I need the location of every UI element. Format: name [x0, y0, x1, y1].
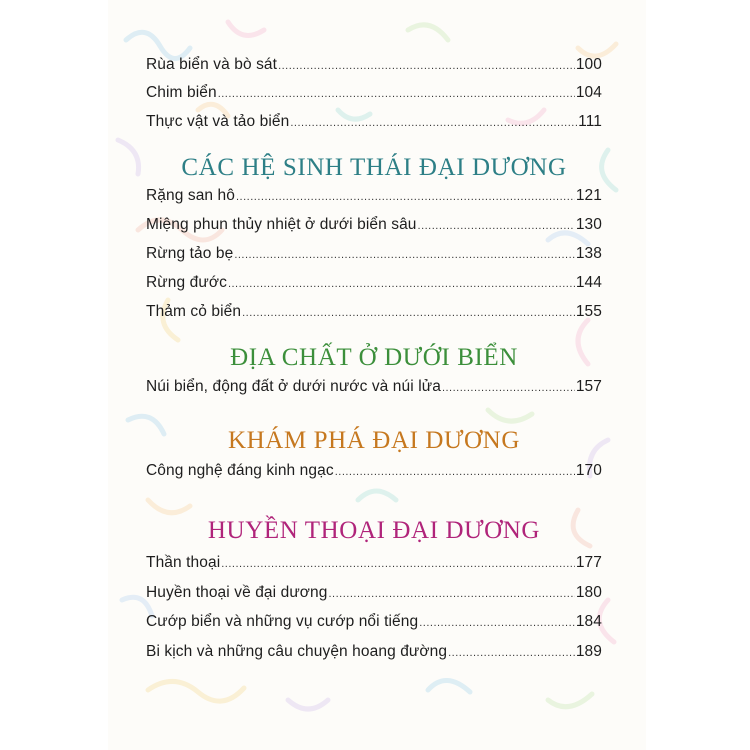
- dot-leader: [242, 307, 575, 319]
- toc-entry-title: Thực vật và tảo biển: [146, 113, 290, 130]
- dot-leader: [418, 220, 575, 232]
- toc-entry-title: Chim biển: [146, 84, 217, 101]
- toc-entry-technology[interactable]: [146, 462, 602, 484]
- dot-leader: [419, 617, 575, 629]
- toc-entry-page: 100: [575, 56, 602, 73]
- toc-entry-title: Cướp biển và những vụ cướp nổi tiếng: [146, 613, 419, 630]
- toc-entry-page: 155: [575, 303, 602, 320]
- dot-leader: [221, 558, 575, 570]
- toc-entry-title: Công nghệ đáng kinh ngạc: [146, 462, 334, 479]
- dot-leader: [335, 466, 575, 478]
- toc-entry-page: 177: [575, 554, 602, 571]
- toc-entry-ocean-legends[interactable]: [146, 584, 602, 606]
- toc-entry-page: 121: [575, 187, 602, 204]
- toc-entry-pirates[interactable]: [146, 613, 602, 635]
- toc-entry-seabirds[interactable]: [146, 84, 602, 106]
- dot-leader: [442, 382, 575, 394]
- toc-entry-page: 138: [575, 245, 602, 262]
- toc-entry-page: 144: [575, 274, 602, 291]
- toc-entry-title: Núi biển, động đất ở dưới nước và núi lửa: [146, 378, 441, 395]
- dot-leader: [290, 117, 577, 129]
- dot-leader: [448, 647, 575, 659]
- toc-entry-title: Rừng đước: [146, 274, 227, 291]
- toc-entry-page: 170: [575, 462, 602, 479]
- section-heading-geology: ĐỊA CHẤT Ở DƯỚI BIỂN: [230, 344, 518, 371]
- toc-entry-page: 184: [575, 613, 602, 630]
- toc-entry-page: 130: [575, 216, 602, 233]
- toc-entry-coral-reefs[interactable]: [146, 187, 602, 209]
- toc-entry-tragedies[interactable]: [146, 643, 602, 665]
- dot-leader: [329, 588, 575, 600]
- toc-entry-page: 111: [578, 113, 602, 130]
- toc-entry-title: Rùa biển và bò sát: [146, 56, 278, 73]
- dot-leader: [228, 278, 575, 290]
- toc-entry-myths[interactable]: [146, 554, 602, 576]
- toc-entry-title: Thảm cỏ biển: [146, 303, 242, 320]
- toc-entry-sea-turtles[interactable]: [146, 56, 602, 78]
- toc-entry-title: Rừng tảo bẹ: [146, 245, 234, 262]
- section-heading-ecosystems: CÁC HỆ SINH THÁI ĐẠI DƯƠNG: [181, 154, 567, 181]
- dot-leader: [218, 88, 575, 100]
- toc-entry-page: 180: [575, 584, 602, 601]
- toc-entry-hydrothermal-vents[interactable]: [146, 216, 602, 238]
- toc-entry-page: 157: [575, 378, 602, 395]
- toc-entry-title: Huyền thoại về đại dương: [146, 584, 328, 601]
- toc-entry-title: Rặng san hô: [146, 187, 235, 204]
- toc-entry-title: Thần thoại: [146, 554, 221, 571]
- toc-entry-page: 189: [575, 643, 602, 660]
- toc-entry-mangroves[interactable]: [146, 274, 602, 296]
- toc-entry-page: 104: [575, 84, 602, 101]
- toc-entry-seamounts[interactable]: [146, 378, 602, 400]
- toc-entry-sea-plants[interactable]: [146, 113, 602, 135]
- dot-leader: [234, 249, 575, 261]
- dot-leader: [236, 191, 575, 203]
- toc-entry-seagrass[interactable]: [146, 303, 602, 325]
- section-heading-exploration: KHÁM PHÁ ĐẠI DƯƠNG: [227, 427, 520, 454]
- toc-entry-kelp-forests[interactable]: [146, 245, 602, 267]
- book-page: [108, 0, 646, 750]
- toc-entry-title: Bi kịch và những câu chuyện hoang đường: [146, 643, 448, 660]
- toc-entry-title: Miệng phun thủy nhiệt ở dưới biển sâu: [146, 216, 417, 233]
- dot-leader: [278, 60, 575, 72]
- section-heading-legends: HUYỀN THOẠI ĐẠI DƯƠNG: [207, 517, 541, 544]
